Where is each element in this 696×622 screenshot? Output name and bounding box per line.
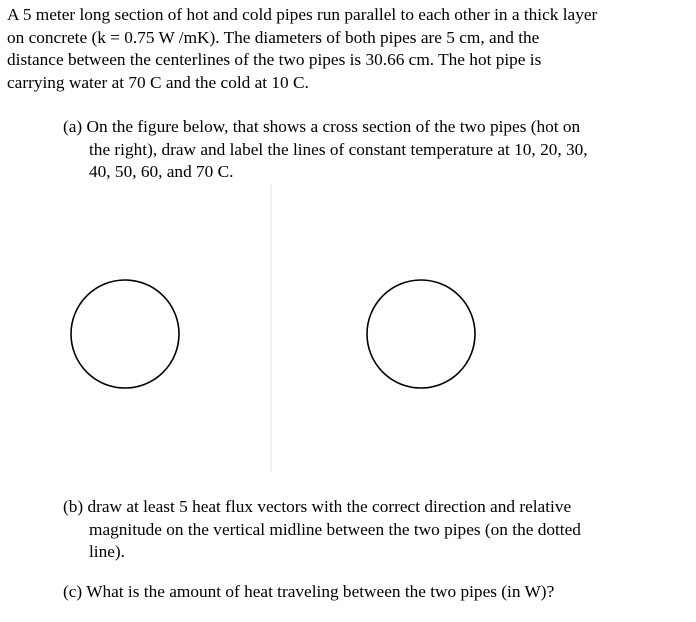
question-a-line-1: (a) On the figure below, that shows a cross section of the two pipes (hot on — [63, 117, 581, 136]
question-a-line-2: the right), draw and label the lines of constant temperature at 10, 20, 30, — [89, 139, 588, 159]
problem-line-4: carrying water at 70 C and the cold at 10 C. — [7, 72, 309, 92]
cold-pipe — [71, 280, 179, 388]
pipe-cross-section-svg — [0, 175, 696, 475]
question-b-line-3: line). — [89, 542, 125, 561]
problem-line-1: A 5 meter long section of hot and cold pipes run parallel to each other in a thick layer — [7, 5, 598, 24]
problem-statement — [7, 4, 687, 94]
pipe-cross-section-figure — [0, 175, 696, 475]
question-a — [63, 116, 653, 184]
question-c-line-1: (c) What is the amount of heat traveling between the two pipes (in W)? — [63, 582, 555, 601]
hot-pipe — [367, 280, 475, 388]
problem-line-3: distance between the centerlines of the two pipes is 30.66 cm. The hot pipe is — [7, 50, 542, 69]
question-c — [63, 581, 653, 604]
problem-line-2: on concrete (k = 0.75 W /mK). The diameters of both pipes are 5 cm, and the — [7, 27, 540, 47]
question-b-line-2: magnitude on the vertical midline between the two pipes (on the dotted — [89, 519, 581, 539]
question-a-line-3: 40, 50, 60, and 70 C. — [89, 162, 234, 181]
question-b-line-1: (b) draw at least 5 heat flux vectors with the correct direction and relative — [63, 497, 572, 516]
question-b — [63, 496, 653, 564]
